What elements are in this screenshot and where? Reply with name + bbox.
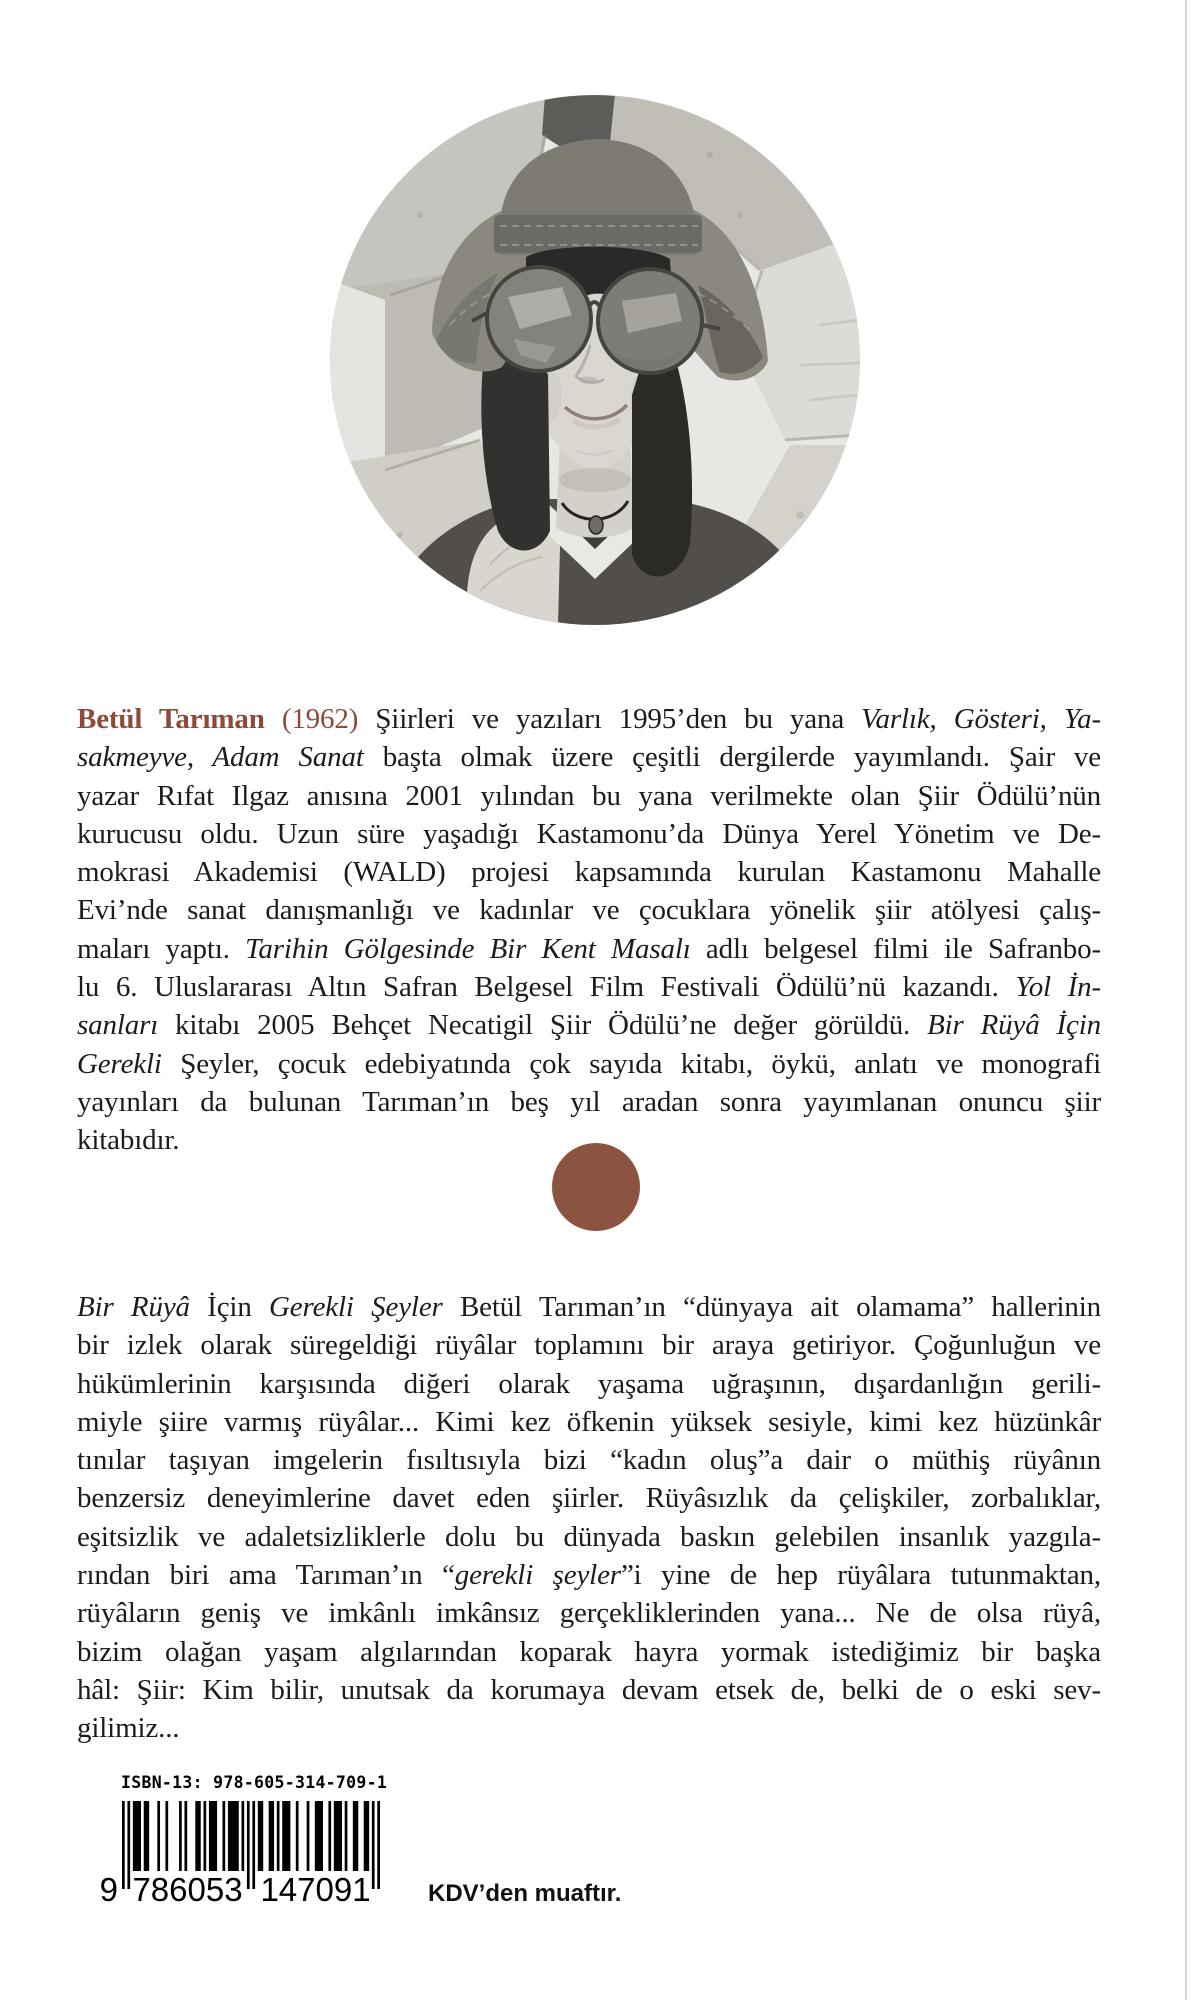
barcode-digits-left: 786053 [132,1871,243,1908]
scan-edge-line [1185,0,1187,2000]
text-line: benzersiz deneyimlerine davet eden şiirler. Rüyâsızlık da çelişkiler, zorbalıklar, [77,1482,1101,1515]
barcode-digits-right: 147091 [260,1871,371,1908]
blurb-paragraph [77,1288,1101,1748]
text-line: Evi’nde sanat danışmanlığı ve kadınlar ve çocuklara yönelik şiir atölyesi çalış- [77,894,1101,927]
text-line: kitabıdır. [77,1124,180,1157]
text-line: miyle şiire varmış rüyâlar... Kimi kez öfkenin yüksek sesiyle, kimi kez hüzünkâr [77,1405,1101,1438]
barcode-first-digit: 9 [99,1871,118,1908]
text-line: bizim olağan yaşam algılarından koparak hayra yormak istediğimiz bir başka [77,1635,1101,1668]
text-line: eşitsizlik ve adaletsizliklerle dolu bu dünyada baskın gelebilen insanlık yazgıla- [77,1520,1101,1553]
separator-dot [552,1143,640,1231]
text-line: bir izlek olarak süregeldiği rüyâlar toplamını bir araya getiriyor. Çoğunluğun ve [77,1329,1101,1362]
text-line: lu 6. Uluslararası Altın Safran Belgesel Film Festivali Ödülü’nü kazandı. Yol İn- [77,971,1101,1004]
author-photo [330,95,860,625]
text-line: Betül Tarıman (1962) Şiirleri ve yazıları 1995’den bu yana Varlık, Gösteri, Ya- [77,703,1101,735]
text-line: rından biri ama Tarıman’ın “gerekli şeyler”i yine de hep rüyâlara tutunmaktan, [77,1559,1101,1592]
bio-paragraph [77,700,1101,1160]
text-line: hâl: Şiir: Kim bilir, unutsak da korumaya devam etsek de, belki de o eski sev- [77,1673,1101,1706]
tax-exempt-note: KDV’den muaftır. [428,1880,622,1907]
text-line: maları yaptı. Tarihin Gölgesinde Bir Kent Masalı adlı belgesel filmi ile Safranbo- [77,932,1101,965]
text-line: hükümlerinin karşısında diğeri olarak yaşama uğraşının, dışardanlığın gerili- [77,1367,1101,1400]
text-line: mokrasi Akademisi (WALD) projesi kapsamında kurulan Kastamonu Mahalle [77,856,1101,889]
isbn-label: ISBN-13: 978-605-314-709-1 [121,1773,388,1792]
text-line: yayınları da bulunan Tarıman’ın beş yıl aradan sonra yayımlanan onuncu şiir [77,1085,1101,1118]
text-line: sakmeyve, Adam Sanat başta olmak üzere çeşitli dergilerde yayımlandı. Şair ve [77,741,1101,774]
text-line: sanları kitabı 2005 Behçet Necatigil Şiir Ödülü’ne değer görüldü. Bir Rüyâ İçin [77,1009,1101,1042]
text-line: kurucusu oldu. Uzun süre yaşadığı Kastamonu’da Dünya Yerel Yönetim ve De- [77,817,1101,850]
text-line: Bir Rüyâ İçin Gerekli Şeyler Betül Tarıman’ın “dünyaya ait olamama” hallerinin [77,1291,1101,1323]
text-line: rüyâların geniş ve imkânlı imkânsız gerçekliklerinden yana... Ne de olsa rüyâ, [77,1597,1101,1630]
text-line: tınılar taşıyan imgelerin fısıltısıyla bizi “kadın oluş”a dair o müthiş rüyânın [77,1444,1101,1477]
text-line: Gerekli Şeyler, çocuk edebiyatında çok sayıda kitabı, öykü, anlatı ve monografi [77,1047,1101,1080]
text-line: gilimiz... [77,1712,180,1745]
text-line: yazar Rıfat Ilgaz anısına 2001 yılından bu yana verilmekte olan Şiir Ödülü’nün [77,779,1101,812]
